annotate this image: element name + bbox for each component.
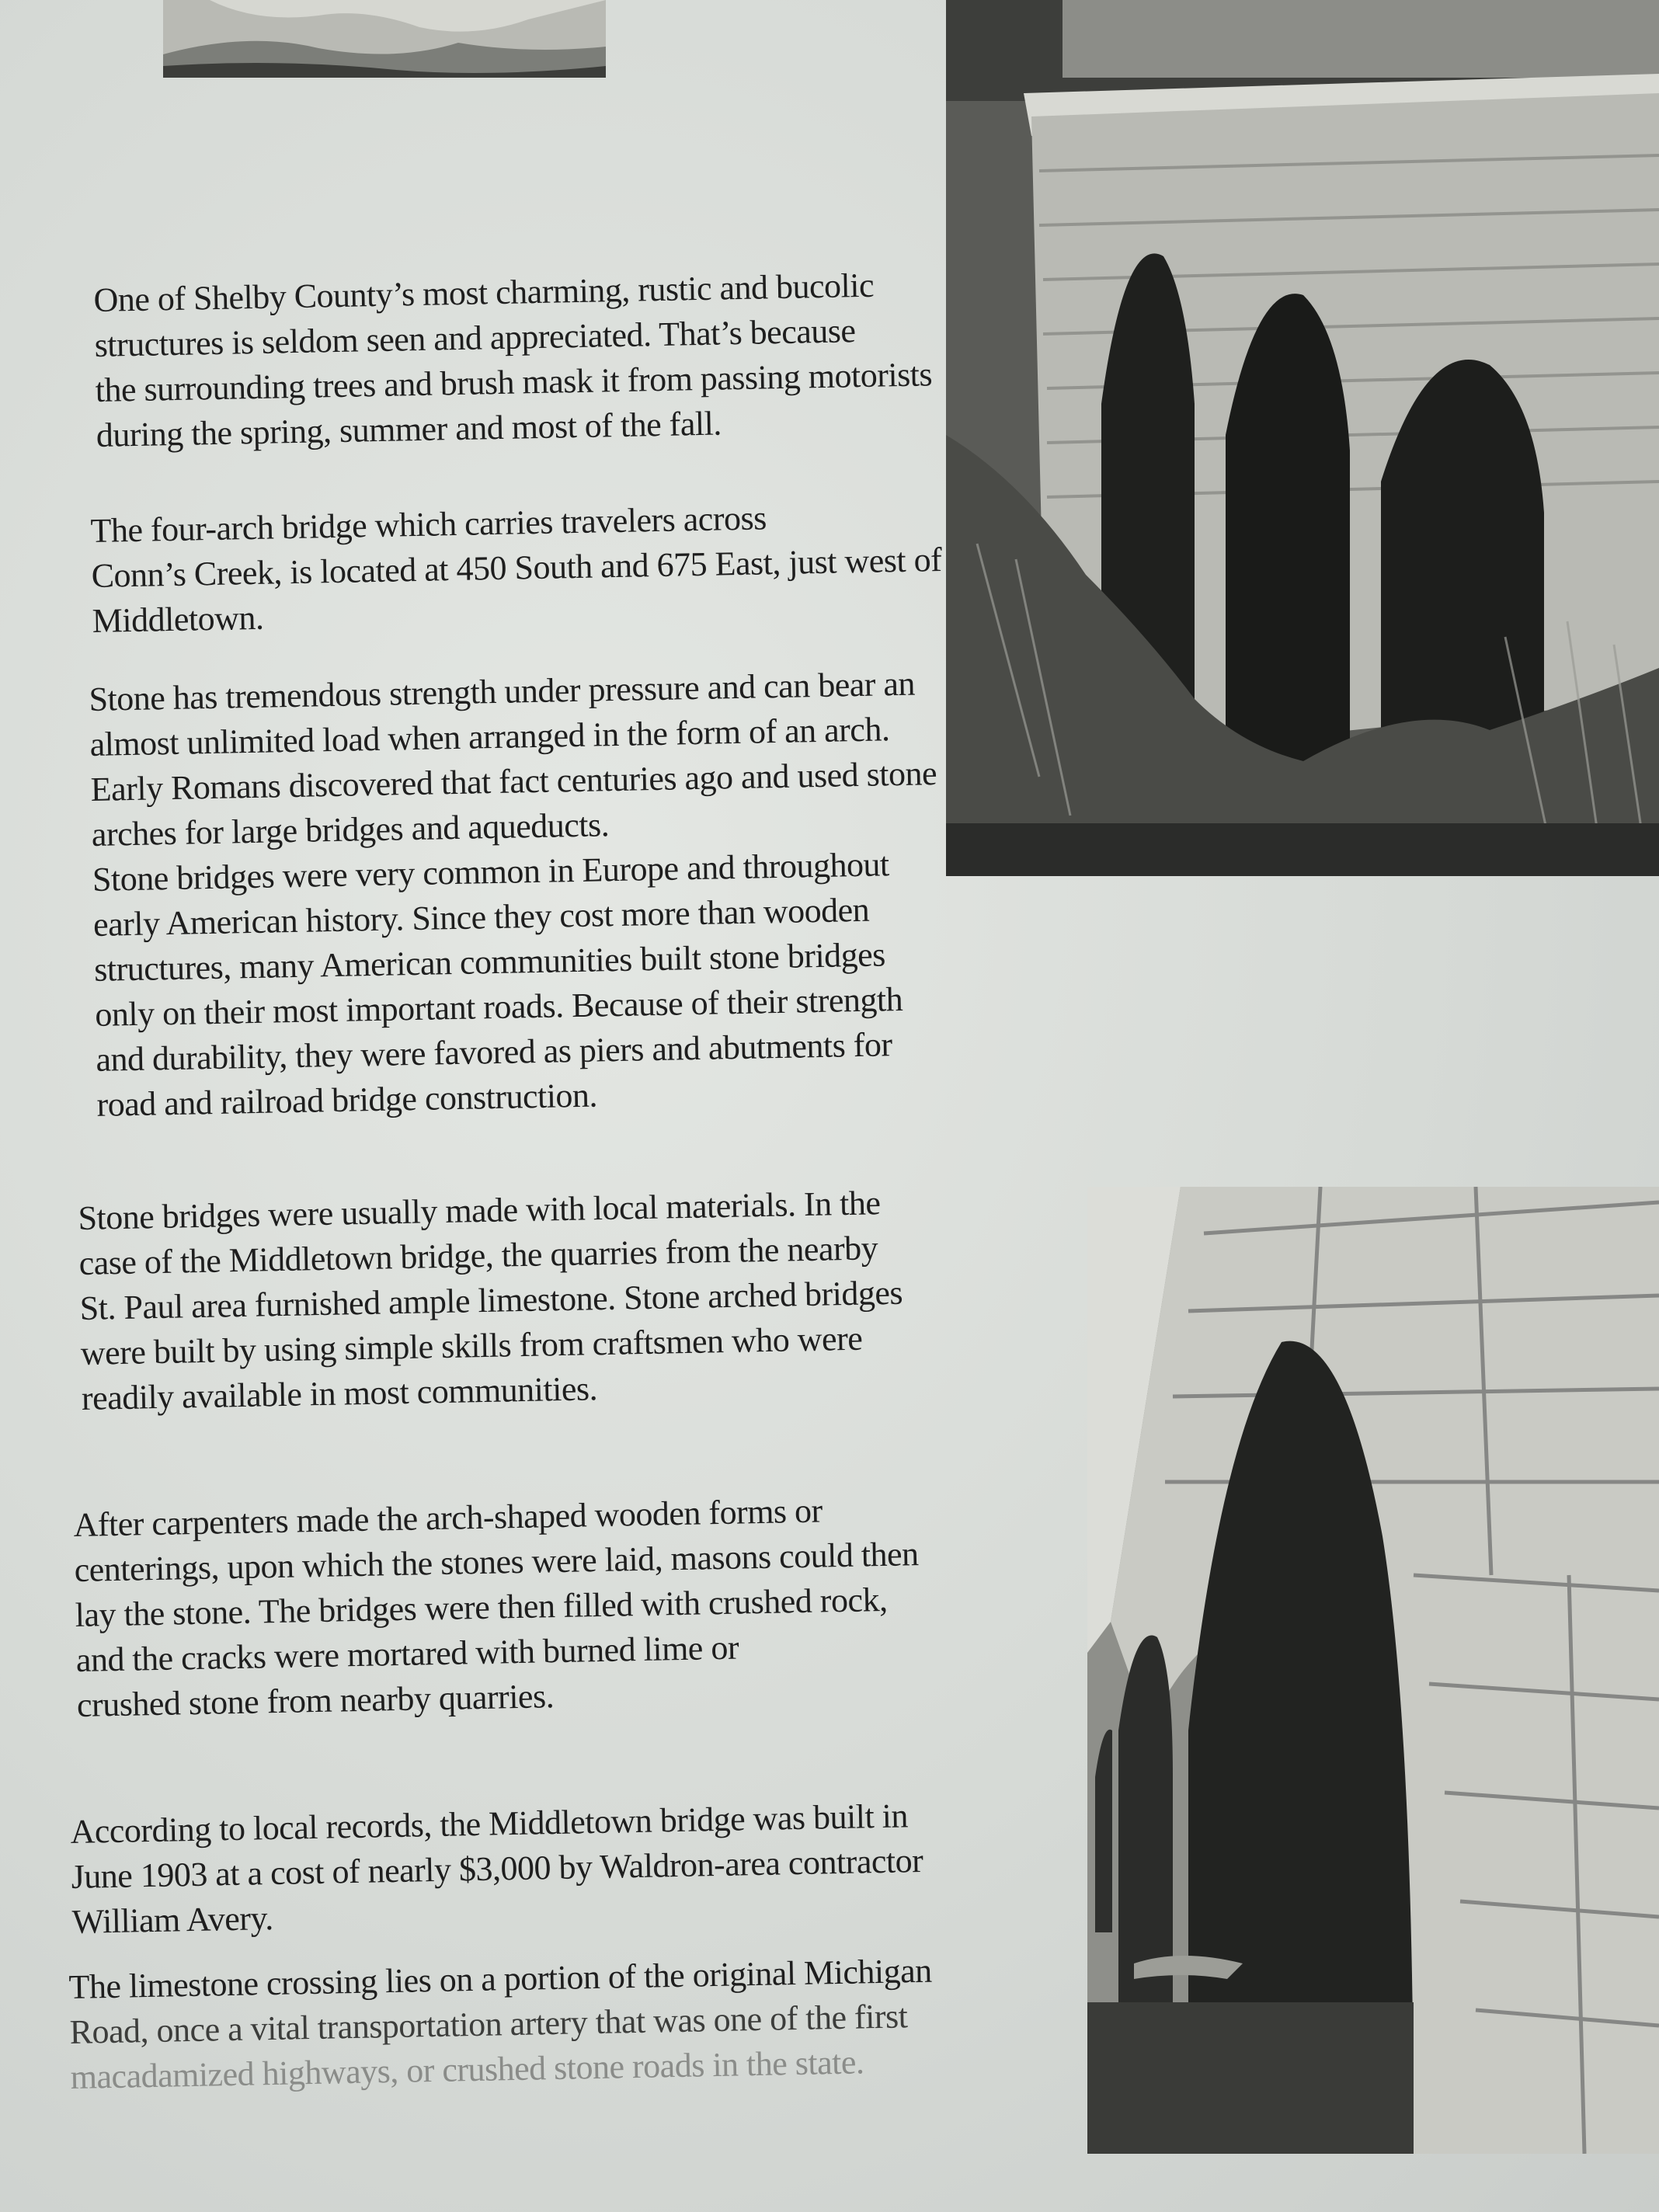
text-line: The limestone crossing lies on a portion of the original Michigan <box>68 1951 933 2006</box>
text-line: and durability, they were favored as piers and abutments for <box>95 1025 892 1079</box>
text-line: crushed stone from nearby quarries. <box>76 1677 555 1724</box>
text-line: One of Shelby County’s most charming, rustic and bucolic <box>93 266 875 319</box>
text-line: early American history. Since they cost more than wooden <box>92 890 870 944</box>
text-line: almost unlimited load when arranged in the form of an arch. <box>89 710 890 763</box>
text-line: during the spring, summer and most of the fall. <box>96 404 722 454</box>
text-line: Stone has tremendous strength under pressure and can bear an <box>89 664 916 718</box>
paragraph-stone-strength <box>89 661 943 1128</box>
text-line: June 1903 at a cost of nearly $3,000 by Waldron-area contractor <box>71 1841 923 1896</box>
bridge-side-photo <box>946 0 1659 876</box>
text-line: case of the Middletown bridge, the quarries from the nearby <box>78 1229 878 1282</box>
text-line: The four-arch bridge which carries travelers across <box>90 499 767 550</box>
paragraph-construction <box>73 1487 921 1728</box>
text-line: Road, once a vital transportation artery that was one of the first <box>69 1997 908 2051</box>
text-line: Early Romans discovered that fact centuries ago and used stone <box>90 754 937 809</box>
text-line: St. Paul area furnished ample limestone. Stone arched bridges <box>79 1273 903 1327</box>
text-line: William Avery. <box>71 1899 274 1941</box>
text-line: According to local records, the Middletown bridge was built in <box>70 1796 909 1851</box>
text-line: were built by using simple skills from craftsmen who were <box>80 1319 863 1372</box>
text-line: Middletown. <box>92 598 264 640</box>
bridge-arch-closeup-photo <box>1087 1187 1659 2154</box>
text-line: Stone bridges were very common in Europe and throughout <box>92 845 890 899</box>
text-line: Conn’s Creek, is located at 450 South and 675 East, just west of <box>91 540 942 595</box>
text-line: Stone bridges were usually made with local materials. In the <box>78 1184 881 1237</box>
text-line: After carpenters made the arch-shaped wooden forms or <box>73 1491 823 1544</box>
rock-photo-fragment <box>163 0 606 78</box>
paragraph-intro <box>93 262 934 458</box>
text-line: and the cracks were mortared with burned lime or <box>75 1628 739 1679</box>
paragraph-location <box>90 492 943 644</box>
text-line: centerings, upon which the stones were laid, masons could then <box>74 1535 920 1589</box>
text-line: macadamized highways, or crushed stone roads in the state. <box>70 2043 864 2096</box>
text-line: readily available in most communities. <box>81 1369 598 1417</box>
text-line: structures, many American communities built stone bridges <box>93 935 886 989</box>
text-line: lay the stone. The bridges were then filled with crushed rock, <box>75 1580 888 1634</box>
paragraph-records <box>70 1793 924 1945</box>
text-line: only on their most important roads. Because of their strength <box>94 979 903 1034</box>
text-line: road and railroad bridge construction. <box>96 1076 598 1124</box>
paragraph-michigan-road <box>68 1949 934 2100</box>
text-line: structures is seldom seen and appreciated. That’s because <box>94 311 856 364</box>
text-line: the surrounding trees and brush mask it from passing motorists <box>95 355 933 409</box>
paragraph-local-materials <box>78 1181 905 1421</box>
text-line: arches for large bridges and aqueducts. <box>91 805 610 854</box>
